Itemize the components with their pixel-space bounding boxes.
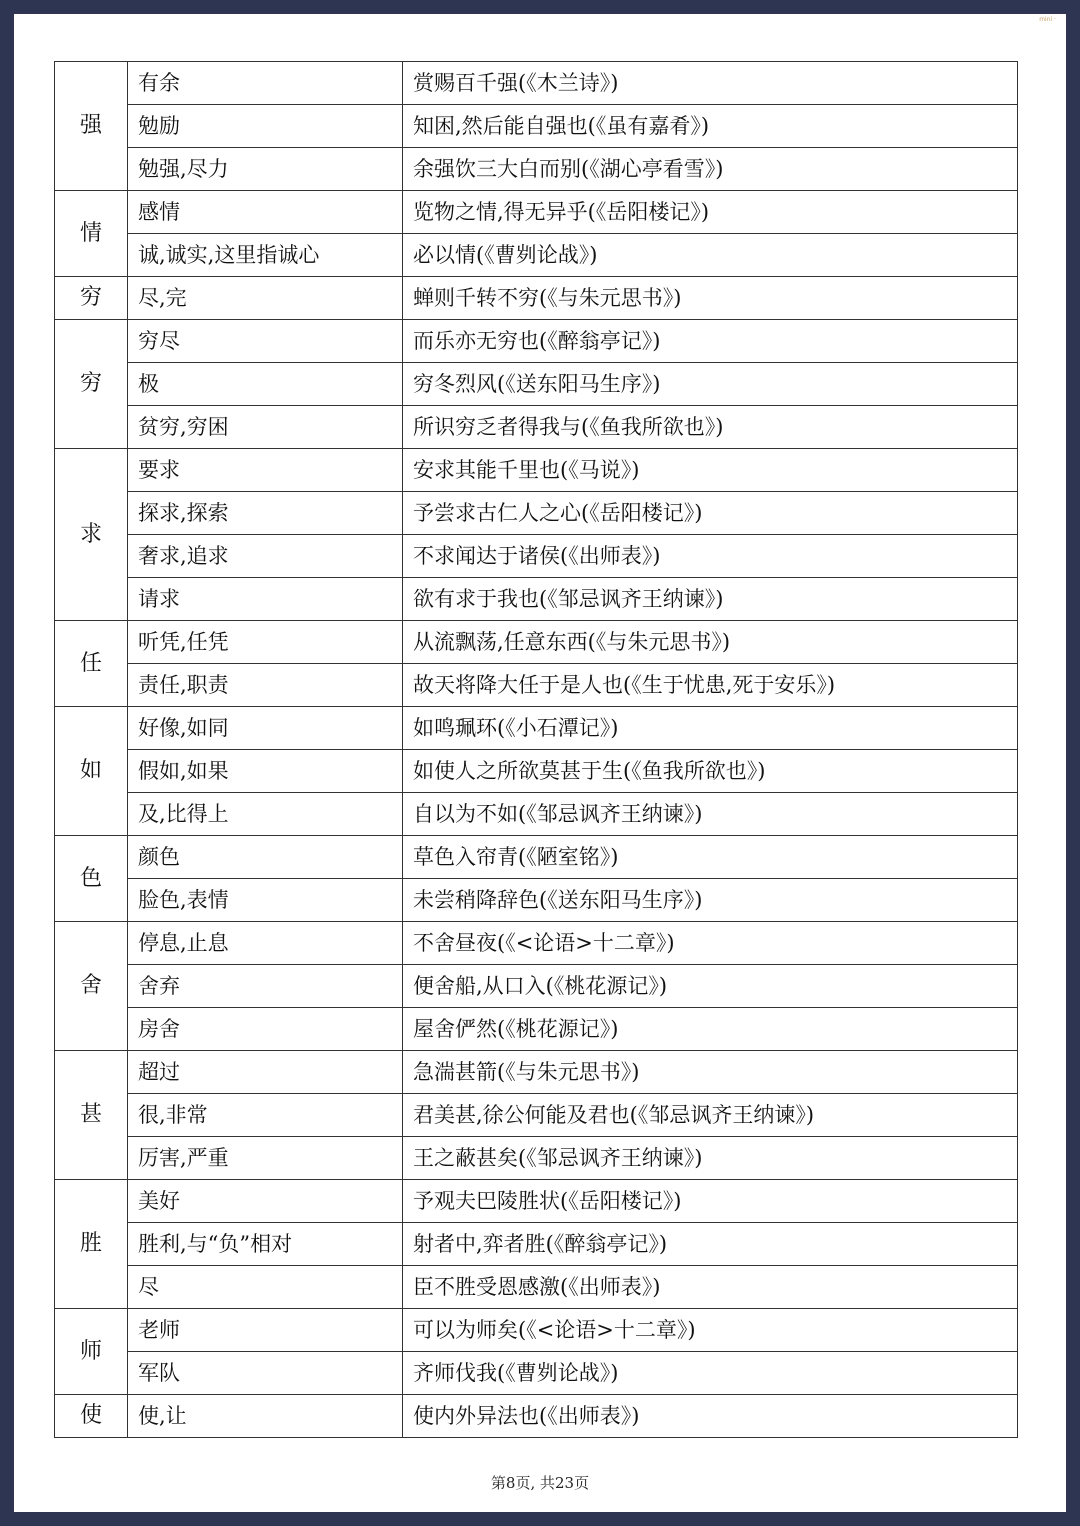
example-cell: 王之蔽甚矣(《邹忌讽齐王纳谏》) bbox=[403, 1137, 1018, 1180]
example-cell: 君美甚,徐公何能及君也(《邹忌讽齐王纳谏》) bbox=[403, 1094, 1018, 1137]
meaning-cell: 很,非常 bbox=[128, 1094, 403, 1137]
meaning-cell: 诚,诚实,这里指诚心 bbox=[128, 234, 403, 277]
meaning-cell: 感情 bbox=[128, 191, 403, 234]
table-row bbox=[55, 621, 1018, 664]
table-row bbox=[55, 105, 1018, 148]
table-row bbox=[55, 406, 1018, 449]
headword-cell: 求 bbox=[55, 449, 128, 621]
example-cell: 如使人之所欲莫甚于生(《鱼我所欲也》) bbox=[403, 750, 1018, 793]
meaning-cell: 奢求,追求 bbox=[128, 535, 403, 578]
example-cell: 予观夫巴陵胜状(《岳阳楼记》) bbox=[403, 1180, 1018, 1223]
example-cell: 蝉则千转不穷(《与朱元思书》) bbox=[403, 277, 1018, 320]
example-cell: 赏赐百千强(《木兰诗》) bbox=[403, 62, 1018, 105]
example-cell: 所识穷乏者得我与(《鱼我所欲也》) bbox=[403, 406, 1018, 449]
table-row bbox=[55, 1223, 1018, 1266]
example-cell: 使内外异法也(《出师表》) bbox=[403, 1395, 1018, 1438]
example-cell: 可以为师矣(《<论语>十二章》) bbox=[403, 1309, 1018, 1352]
example-cell: 未尝稍降辞色(《送东阳马生序》) bbox=[403, 879, 1018, 922]
table-row bbox=[55, 1352, 1018, 1395]
example-cell: 自以为不如(《邹忌讽齐王纳谏》) bbox=[403, 793, 1018, 836]
table-row bbox=[55, 320, 1018, 363]
meaning-cell: 请求 bbox=[128, 578, 403, 621]
meaning-cell: 贫穷,穷困 bbox=[128, 406, 403, 449]
table-row bbox=[55, 535, 1018, 578]
table-row bbox=[55, 1137, 1018, 1180]
example-cell: 从流飘荡,任意东西(《与朱元思书》) bbox=[403, 621, 1018, 664]
example-cell: 急湍甚箭(《与朱元思书》) bbox=[403, 1051, 1018, 1094]
headword-cell: 胜 bbox=[55, 1180, 128, 1309]
table-row bbox=[55, 1266, 1018, 1309]
table-row bbox=[55, 879, 1018, 922]
meaning-cell: 要求 bbox=[128, 449, 403, 492]
example-cell: 安求其能千里也(《马说》) bbox=[403, 449, 1018, 492]
example-cell: 便舍船,从口入(《桃花源记》) bbox=[403, 965, 1018, 1008]
table-row bbox=[55, 492, 1018, 535]
example-cell: 故天将降大任于是人也(《生于忧患,死于安乐》) bbox=[403, 664, 1018, 707]
meaning-cell: 责任,职责 bbox=[128, 664, 403, 707]
example-cell: 草色入帘青(《陋室铭》) bbox=[403, 836, 1018, 879]
headword-cell: 甚 bbox=[55, 1051, 128, 1180]
table-row bbox=[55, 965, 1018, 1008]
headword-cell: 色 bbox=[55, 836, 128, 922]
example-cell: 臣不胜受恩感激(《出师表》) bbox=[403, 1266, 1018, 1309]
table-row bbox=[55, 277, 1018, 320]
table-row bbox=[55, 191, 1018, 234]
meaning-cell: 超过 bbox=[128, 1051, 403, 1094]
table-row bbox=[55, 148, 1018, 191]
table-row bbox=[55, 1309, 1018, 1352]
example-cell: 屋舍俨然(《桃花源记》) bbox=[403, 1008, 1018, 1051]
table-row bbox=[55, 1008, 1018, 1051]
meaning-cell: 脸色,表情 bbox=[128, 879, 403, 922]
meaning-cell: 舍弃 bbox=[128, 965, 403, 1008]
table-row bbox=[55, 62, 1018, 105]
headword-cell: 如 bbox=[55, 707, 128, 836]
example-cell: 必以情(《曹刿论战》) bbox=[403, 234, 1018, 277]
table-row bbox=[55, 363, 1018, 406]
headword-cell: 使 bbox=[55, 1395, 128, 1438]
example-cell: 如鸣珮环(《小石潭记》) bbox=[403, 707, 1018, 750]
table-row bbox=[55, 578, 1018, 621]
meaning-cell: 极 bbox=[128, 363, 403, 406]
table-row bbox=[55, 664, 1018, 707]
example-cell: 览物之情,得无异乎(《岳阳楼记》) bbox=[403, 191, 1018, 234]
meaning-cell: 听凭,任凭 bbox=[128, 621, 403, 664]
example-cell: 齐师伐我(《曹刿论战》) bbox=[403, 1352, 1018, 1395]
example-cell: 而乐亦无穷也(《醉翁亭记》) bbox=[403, 320, 1018, 363]
headword-cell: 舍 bbox=[55, 922, 128, 1051]
meaning-cell: 勉强,尽力 bbox=[128, 148, 403, 191]
table-row bbox=[55, 449, 1018, 492]
document-page bbox=[14, 14, 1066, 1512]
example-cell: 予尝求古仁人之心(《岳阳楼记》) bbox=[403, 492, 1018, 535]
headword-cell: 强 bbox=[55, 62, 128, 191]
meaning-cell: 厉害,严重 bbox=[128, 1137, 403, 1180]
table-row bbox=[55, 922, 1018, 965]
headword-cell: 师 bbox=[55, 1309, 128, 1395]
meaning-cell: 探求,探索 bbox=[128, 492, 403, 535]
meaning-cell: 尽,完 bbox=[128, 277, 403, 320]
table-row bbox=[55, 707, 1018, 750]
example-cell: 穷冬烈风(《送东阳马生序》) bbox=[403, 363, 1018, 406]
meaning-cell: 美好 bbox=[128, 1180, 403, 1223]
example-cell: 知困,然后能自强也(《虽有嘉肴》) bbox=[403, 105, 1018, 148]
headword-cell: 穷 bbox=[55, 320, 128, 449]
page-mark: mini · bbox=[1039, 16, 1056, 23]
meaning-cell: 及,比得上 bbox=[128, 793, 403, 836]
meaning-cell: 有余 bbox=[128, 62, 403, 105]
table-row bbox=[55, 1051, 1018, 1094]
meaning-cell: 假如,如果 bbox=[128, 750, 403, 793]
table-row bbox=[55, 1180, 1018, 1223]
table-row bbox=[55, 234, 1018, 277]
example-cell: 不求闻达于诸侯(《出师表》) bbox=[403, 535, 1018, 578]
meaning-cell: 停息,止息 bbox=[128, 922, 403, 965]
headword-cell: 穷 bbox=[55, 277, 128, 320]
table-row bbox=[55, 793, 1018, 836]
table-row bbox=[55, 836, 1018, 879]
page-footer: 第8页, 共23页 bbox=[490, 1474, 590, 1492]
headword-cell: 情 bbox=[55, 191, 128, 277]
meaning-cell: 颜色 bbox=[128, 836, 403, 879]
example-cell: 不舍昼夜(《<论语>十二章》) bbox=[403, 922, 1018, 965]
meaning-cell: 老师 bbox=[128, 1309, 403, 1352]
example-cell: 射者中,弈者胜(《醉翁亭记》) bbox=[403, 1223, 1018, 1266]
table-row bbox=[55, 1094, 1018, 1137]
headword-cell: 任 bbox=[55, 621, 128, 707]
vocabulary-table-body bbox=[55, 62, 1018, 1438]
meaning-cell: 好像,如同 bbox=[128, 707, 403, 750]
meaning-cell: 房舍 bbox=[128, 1008, 403, 1051]
meaning-cell: 军队 bbox=[128, 1352, 403, 1395]
meaning-cell: 穷尽 bbox=[128, 320, 403, 363]
table-row bbox=[55, 750, 1018, 793]
vocabulary-table bbox=[54, 61, 1018, 1438]
table-row bbox=[55, 1395, 1018, 1438]
meaning-cell: 尽 bbox=[128, 1266, 403, 1309]
meaning-cell: 勉励 bbox=[128, 105, 403, 148]
example-cell: 余强饮三大白而别(《湖心亭看雪》) bbox=[403, 148, 1018, 191]
example-cell: 欲有求于我也(《邹忌讽齐王纳谏》) bbox=[403, 578, 1018, 621]
meaning-cell: 使,让 bbox=[128, 1395, 403, 1438]
meaning-cell: 胜利,与“负”相对 bbox=[128, 1223, 403, 1266]
